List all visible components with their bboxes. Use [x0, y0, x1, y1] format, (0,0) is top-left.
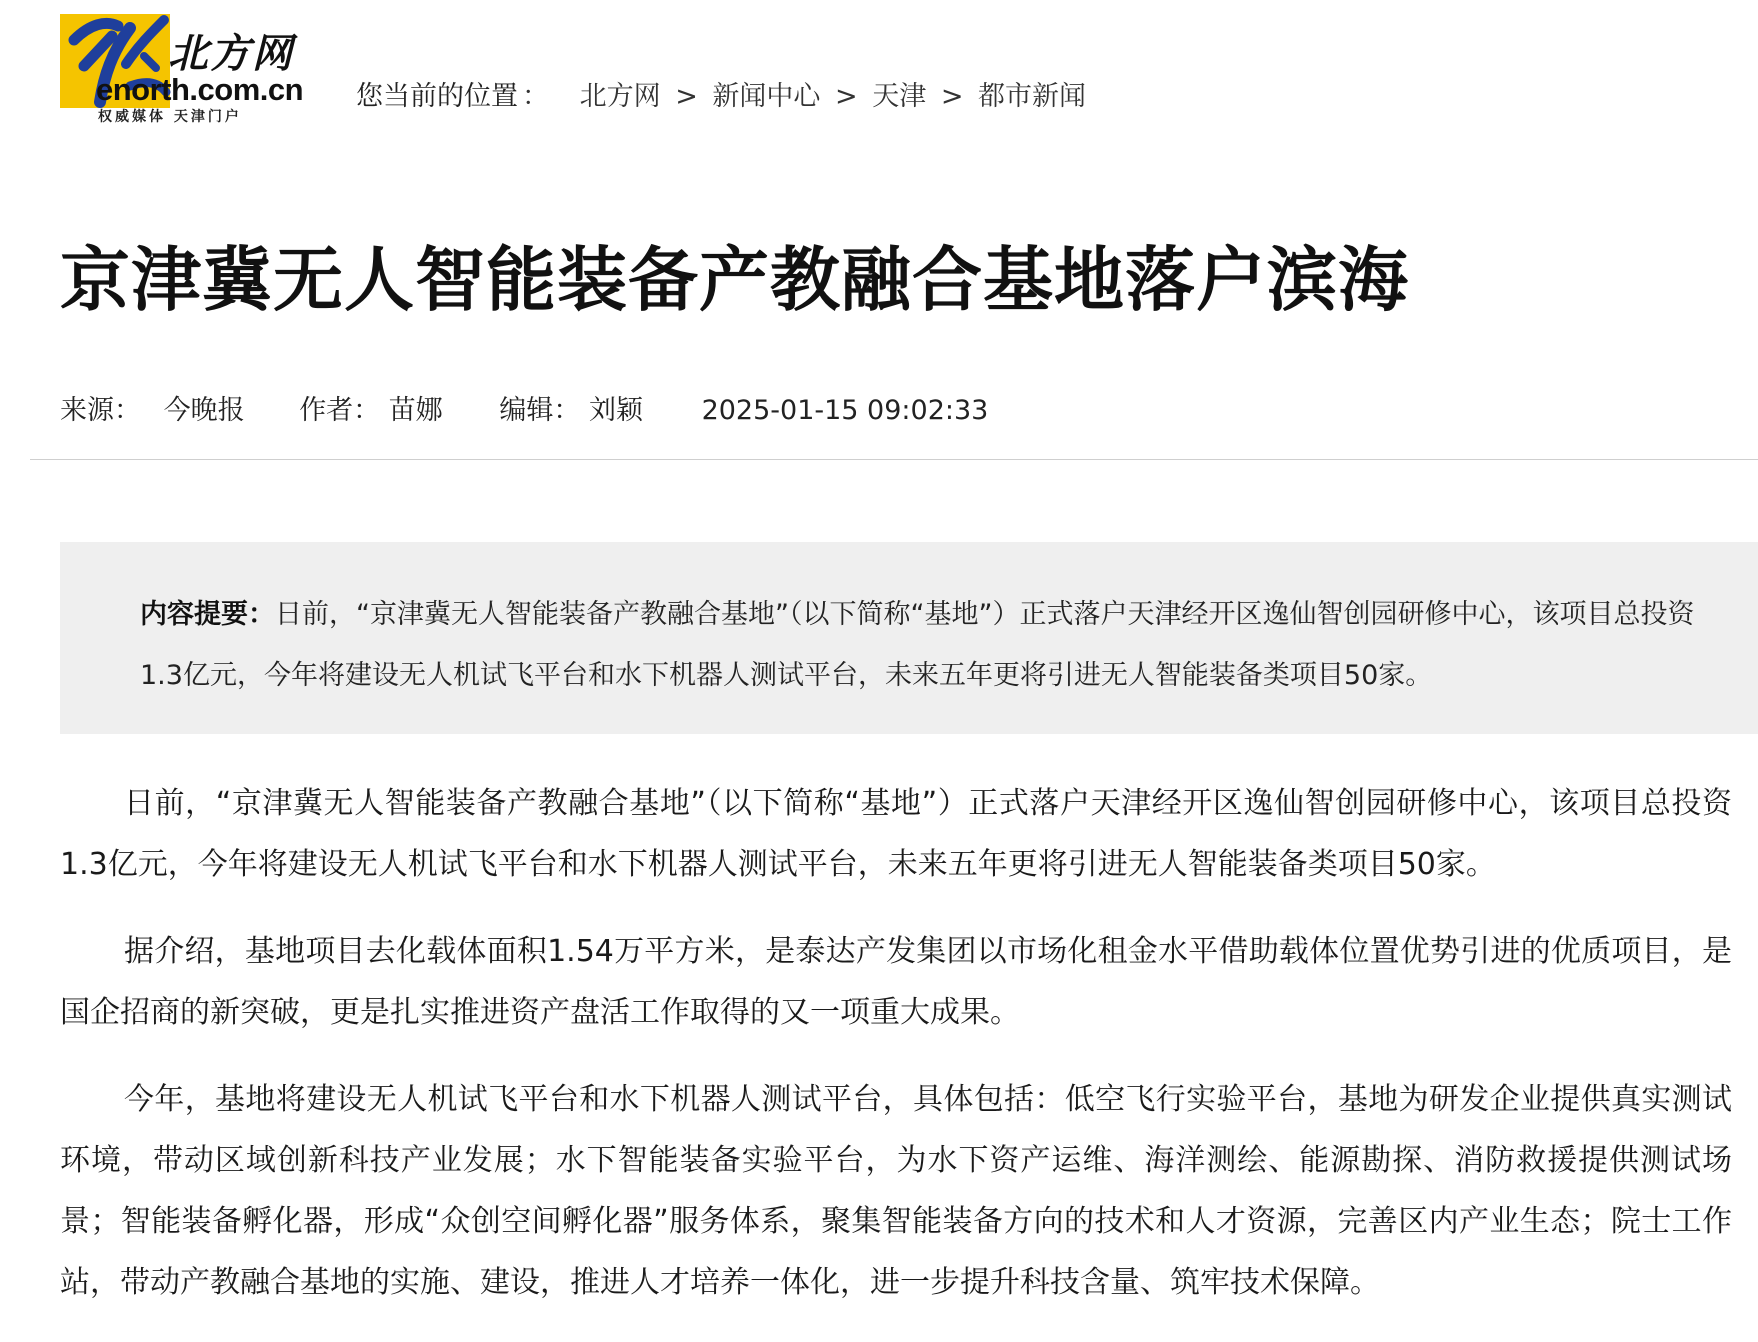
- breadcrumb-separator: >: [940, 81, 964, 112]
- breadcrumb-link-tianjin[interactable]: 天津: [872, 81, 927, 112]
- article-paragraph-3: 今年，基地将建设无人机试飞平台和水下机器人测试平台，具体包括：低空飞行实验平台，基地为研发企业提供真实测试环境，带动区域创新科技产业发展；水下智能装备实验平台，为水下资产运维、海洋测绘、能源勘探、消防救援提供测试场景；智能装备孵化器，形成“众创空间孵化器”服务体系，聚集智能装备方向的技术和人才资源，完善区内产业生态；院士工作站，带动产教融合基地的实施、建设，推进人才培养一体化，进一步提升科技含量、筑牢技术保障。: [60, 1082, 1732, 1300]
- site-header: [0, 0, 1758, 140]
- logo-brand-text: 北方网: [168, 30, 294, 77]
- author-value: 苗娜: [388, 395, 443, 426]
- article-title: 京津冀无人智能装备产教融合基地落户滨海: [60, 239, 1409, 321]
- article-paragraph-1: 日前，“京津冀无人智能装备产教融合基地”（以下简称“基地”）正式落户天津经开区逸仙智创园研修中心，该项目总投资1.3亿元，今年将建设无人机试飞平台和水下机器人测试平台，未来五年更将引进无人智能装备类项目50家。: [60, 786, 1732, 882]
- editor-label: 编辑：: [499, 395, 581, 426]
- logo-domain-text: enorth.com.cn: [96, 72, 304, 107]
- breadcrumb-link-city-news[interactable]: 都市新闻: [978, 81, 1087, 112]
- logo-slogan-text: 权威媒体 天津门户: [98, 109, 242, 125]
- source-value: 今晚报: [163, 395, 245, 426]
- publish-datetime: 2025-01-15 09:02:33: [701, 395, 989, 426]
- article-meta: [60, 388, 988, 427]
- breadcrumb-separator: >: [835, 81, 858, 112]
- summary-content: 日前，“京津冀无人智能装备产教融合基地”（以下简称“基地”）正式落户天津经开区逸仙智创园研修中心，该项目总投资1.3亿元，今年将建设无人机试飞平台和水下机器人测试平台，未来五年更将引进无人智能装备类项目50家。: [140, 599, 1695, 691]
- breadcrumb-colon: ：: [522, 81, 549, 112]
- header-divider: [30, 459, 1758, 460]
- article-paragraph-2: 据介绍，基地项目去化载体面积1.54万平方米，是泰达产发集团以市场化租金水平借助载体位置优势引进的优质项目，是国企招商的新突破，更是扎实推进资产盘活工作取得的又一项重大成果。: [60, 934, 1732, 1030]
- breadcrumb-link-enorth[interactable]: 北方网: [579, 81, 661, 112]
- source-label: 来源：: [60, 395, 141, 426]
- breadcrumb: [356, 74, 1086, 113]
- editor-value: 刘颖: [588, 395, 643, 426]
- summary-text: [140, 584, 1720, 706]
- summary-box: [60, 542, 1758, 734]
- author-label: 作者：: [299, 395, 381, 426]
- breadcrumb-link-news-center[interactable]: 新闻中心: [712, 81, 821, 112]
- site-logo[interactable]: [60, 6, 320, 124]
- article-body: [60, 773, 1732, 1339]
- breadcrumb-label: 您当前的位置: [356, 81, 518, 112]
- breadcrumb-separator: >: [675, 81, 698, 112]
- summary-label: 内容提要：: [140, 599, 275, 630]
